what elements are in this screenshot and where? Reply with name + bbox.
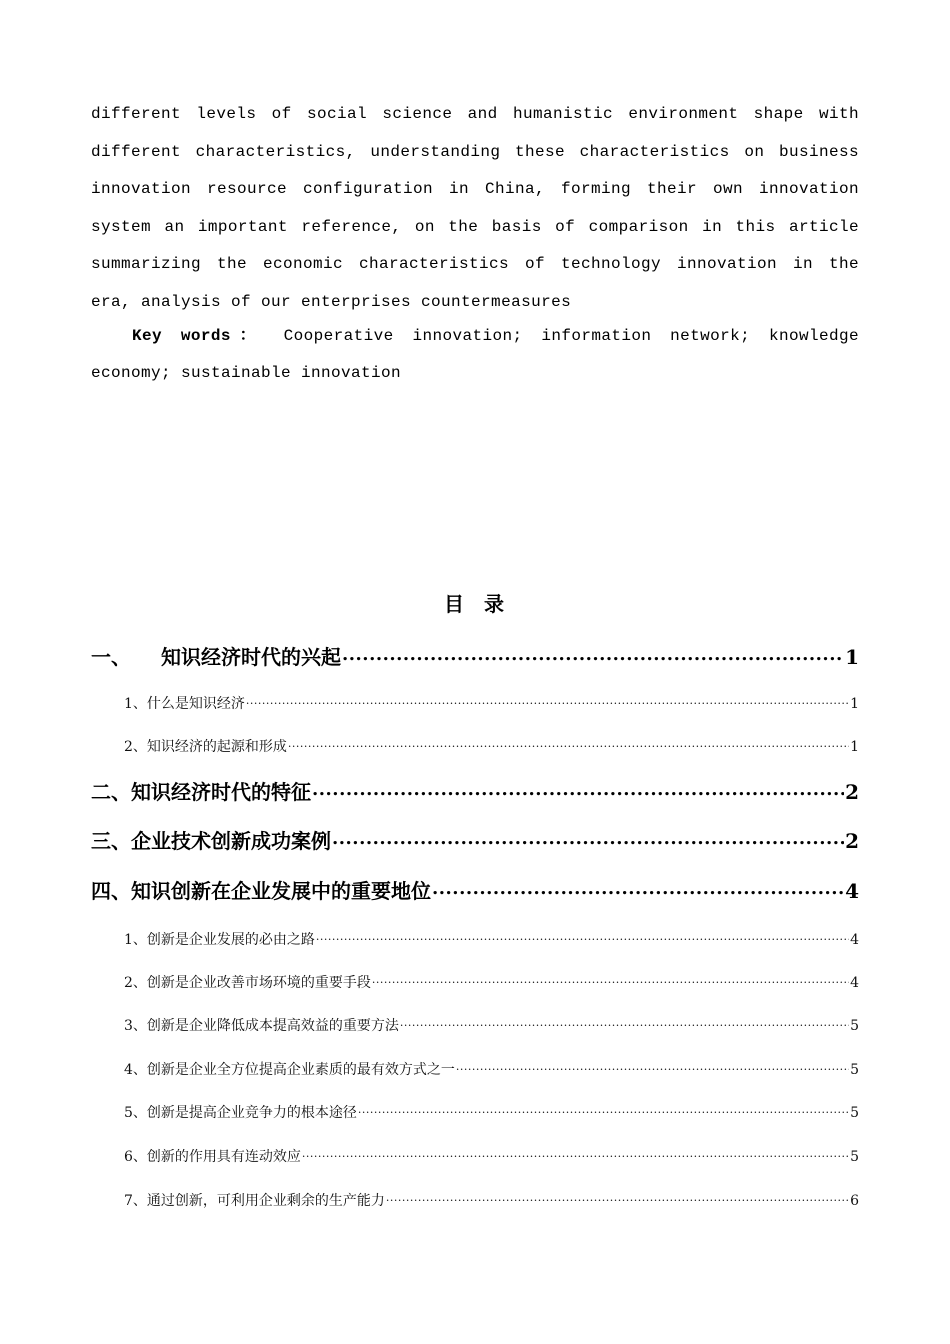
toc-entry-page: 1	[850, 696, 859, 712]
toc-entry-number: 一、	[91, 645, 131, 669]
toc-entry-4-2[interactable]	[124, 972, 859, 992]
toc-leader-dots	[400, 1016, 849, 1030]
toc-entry-number: 2、	[124, 975, 147, 991]
toc-entry-title: 创新是企业降低成本提高效益的重要方法	[146, 1018, 399, 1034]
toc-entry-4-4[interactable]	[124, 1059, 859, 1079]
toc-entry-page: 4	[850, 975, 859, 991]
keywords-paragraph	[91, 318, 859, 392]
keywords-text: Cooperative innovation; information network; knowledge economy; sustainable innovation	[91, 327, 859, 382]
toc-leader-dots	[302, 1147, 849, 1161]
toc-entry-title: 创新是企业改善市场环境的重要手段	[146, 975, 371, 991]
toc-entry-number: 5、	[124, 1105, 147, 1121]
toc-entry-page: 1	[845, 645, 859, 669]
toc-leader-dots	[342, 644, 844, 664]
toc-leader-dots	[312, 779, 844, 799]
toc-entry-title: 知识经济的起源和形成	[146, 739, 287, 755]
toc-entry-number: 7、	[124, 1193, 147, 1209]
toc-entry-title: 通过创新，可利用企业剩余的生产能力	[146, 1193, 385, 1209]
toc-entry-1-1[interactable]	[124, 693, 859, 713]
toc-entry-1[interactable]	[91, 641, 859, 670]
toc-entry-2[interactable]	[91, 776, 859, 805]
toc-entry-page: 5	[850, 1018, 859, 1034]
toc-entry-page: 2	[845, 780, 859, 804]
toc-entry-title: 知识经济时代的兴起	[161, 645, 341, 669]
toc-entry-title: 知识经济时代的特征	[131, 780, 311, 804]
toc-entry-number: 6、	[124, 1149, 147, 1165]
toc-entry-page: 6	[850, 1193, 859, 1209]
toc-entry-4[interactable]	[91, 875, 859, 904]
toc-entry-3[interactable]	[91, 825, 859, 854]
toc-entry-page: 4	[845, 879, 859, 903]
toc-entry-page: 5	[850, 1105, 859, 1121]
toc-entry-title: 创新是企业全方位提高企业素质的最有效方式之一	[146, 1062, 455, 1078]
toc-entry-number: 4、	[124, 1062, 147, 1078]
toc-entry-number: 三、	[91, 829, 131, 853]
toc-entry-4-5[interactable]	[124, 1102, 859, 1122]
toc-leader-dots	[372, 973, 849, 987]
toc-title: 目 录	[444, 592, 506, 616]
toc-entry-number: 1、	[124, 932, 147, 948]
toc-entry-1-2[interactable]	[124, 736, 859, 756]
toc-entry-4-7[interactable]	[124, 1190, 859, 1210]
toc-leader-dots	[456, 1060, 849, 1074]
toc-entry-page: 5	[850, 1149, 859, 1165]
toc-leader-dots	[316, 930, 849, 944]
toc-entry-page: 5	[850, 1062, 859, 1078]
toc-entry-title: 知识创新在企业发展中的重要地位	[131, 879, 431, 903]
toc-entry-title: 创新是提高企业竞争力的根本途径	[146, 1105, 357, 1121]
toc-entry-4-6[interactable]	[124, 1146, 859, 1166]
toc-entry-number: 1、	[124, 696, 147, 712]
toc-entry-number: 二、	[91, 780, 131, 804]
toc-leader-dots	[432, 878, 844, 898]
toc-entry-title: 创新的作用具有连动效应	[146, 1149, 301, 1165]
toc-entry-title: 创新是企业发展的必由之路	[146, 932, 315, 948]
toc-leader-dots	[246, 694, 849, 708]
toc-leader-dots	[358, 1103, 849, 1117]
toc-entry-page: 4	[850, 932, 859, 948]
toc-entry-number: 2、	[124, 739, 147, 755]
toc-leader-dots	[288, 737, 849, 751]
toc-entry-title: 什么是知识经济	[146, 696, 245, 712]
abstract-paragraph: different levels of social science and humanistic environment shape with different characteristics, understanding these characteristics on business innovation resource configuration in China, forming their own innovation system an important reference, on the basis of comparison in this article summarizing the economic characteristics of technology innovation in the era, analysis of our enterprises countermeasures	[91, 105, 859, 311]
toc-leader-dots	[386, 1191, 849, 1205]
toc-entry-page: 2	[845, 829, 859, 853]
toc-leader-dots	[332, 828, 844, 848]
toc-entry-number: 3、	[124, 1018, 147, 1034]
toc-entry-page: 1	[850, 739, 859, 755]
toc-entry-title: 企业技术创新成功案例	[131, 829, 331, 853]
toc-entry-number: 四、	[91, 879, 131, 903]
toc-entry-4-3[interactable]	[124, 1015, 859, 1035]
toc-entry-4-1[interactable]	[124, 929, 859, 949]
keywords-label: Key words：	[132, 327, 265, 345]
